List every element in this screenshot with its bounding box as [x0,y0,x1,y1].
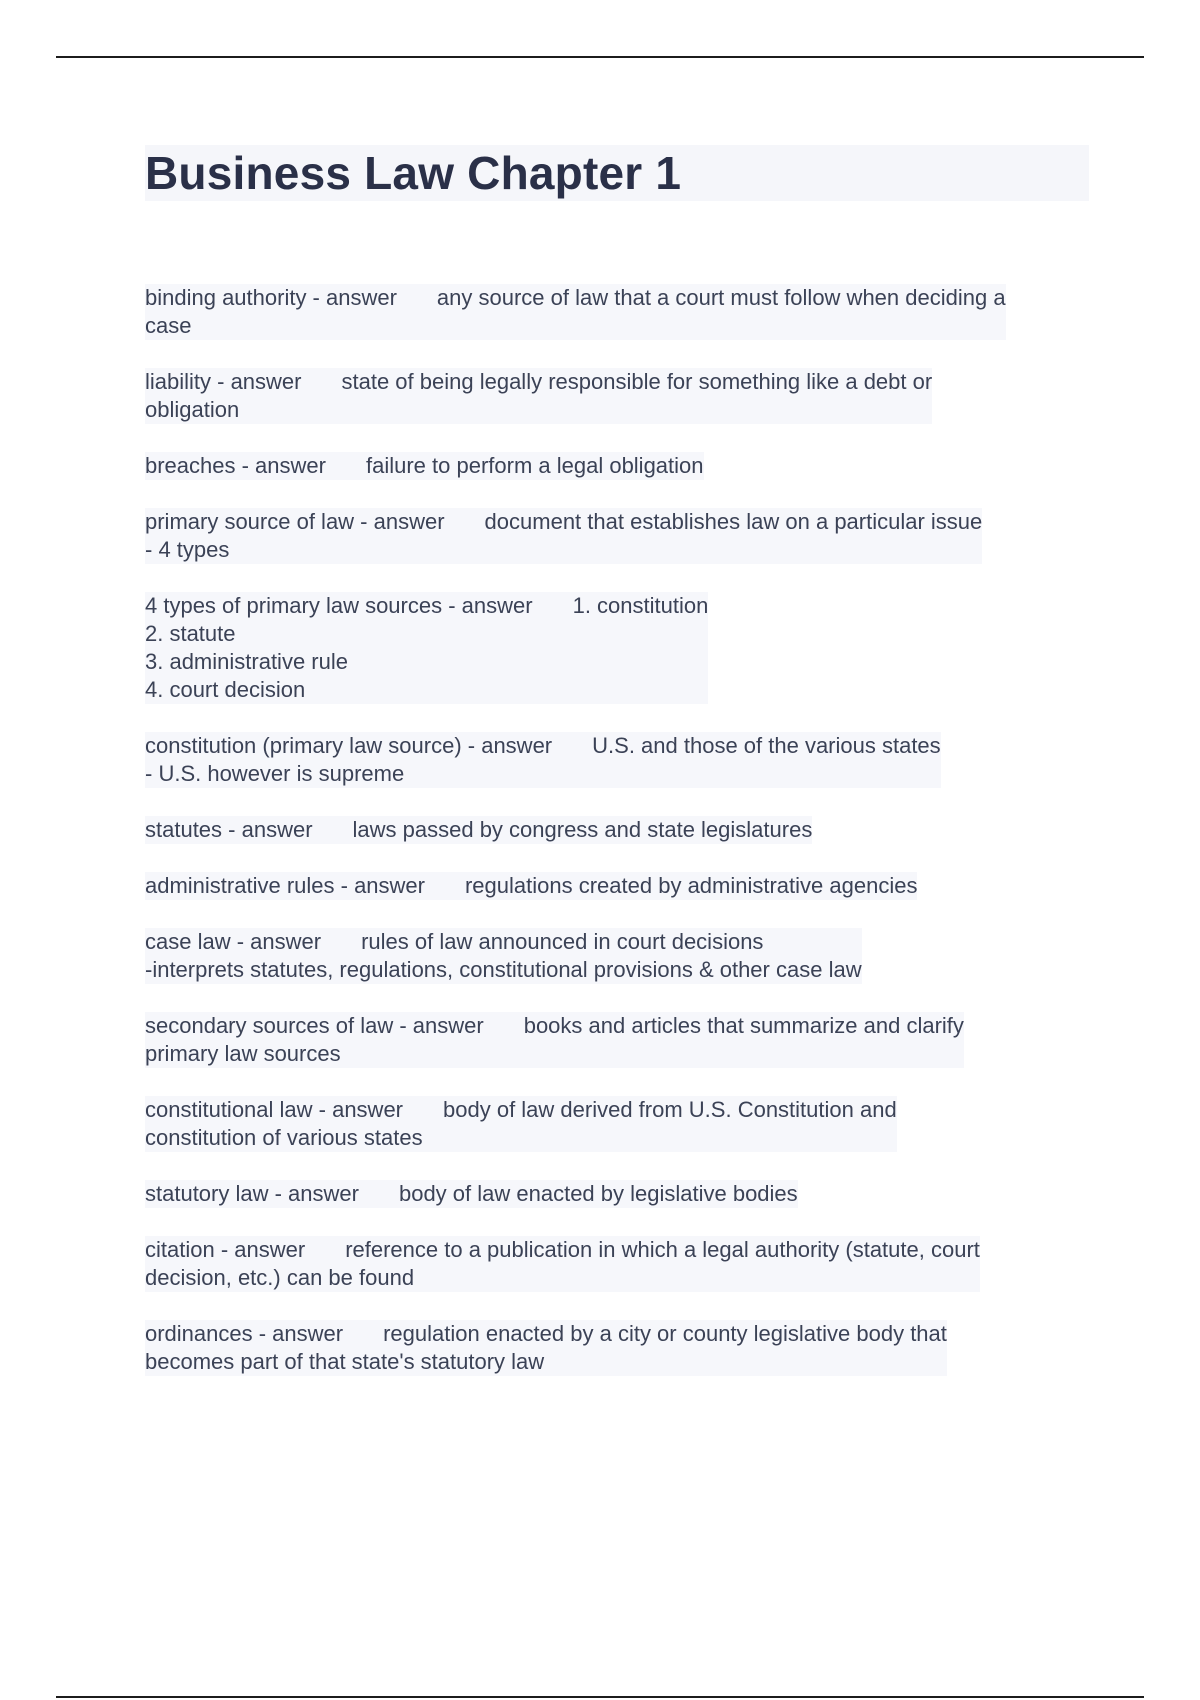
footer-rule [56,1696,1144,1698]
card-term: primary source of law - answer [145,509,445,534]
card-definition: state of being legally responsible for something like a debt or obligation [145,369,933,422]
flashcard [145,928,862,984]
card-term: case law - answer [145,929,322,954]
card-term: secondary sources of law - answer [145,1013,484,1038]
flashcard-list [145,284,1095,1404]
card-term: liability - answer [145,369,302,394]
card-definition: laws passed by congress and state legislatures [352,817,813,842]
flashcard [145,592,708,704]
card-definition: document that establishes law on a particular issue - 4 types [145,509,983,562]
card-definition: 1. constitution 2. statute 3. administrative rule 4. court decision [145,593,709,702]
card-term: administrative rules - answer [145,873,425,898]
card-definition: body of law derived from U.S. Constitution and constitution of various states [145,1097,897,1150]
document-title: Business Law Chapter 1 [145,147,682,199]
flashcard [145,284,1006,340]
card-term: statutory law - answer [145,1181,359,1206]
card-term: constitution (primary law source) - answer [145,733,553,758]
card-definition: regulation enacted by a city or county legislative body that becomes part of that state's statutory law [145,1321,947,1374]
card-definition: any source of law that a court must follow when deciding a case [145,285,1006,338]
card-term: breaches - answer [145,453,326,478]
card-term: 4 types of primary law sources - answer [145,593,533,618]
flashcard [145,872,917,900]
flashcard [145,508,982,564]
flashcard [145,732,941,788]
card-definition: failure to perform a legal obligation [365,453,704,478]
card-term: statutes - answer [145,817,313,842]
card-term: binding authority - answer [145,285,397,310]
card-definition: reference to a publication in which a legal authority (statute, court decision, etc.) can be found [145,1237,980,1290]
card-definition: U.S. and those of the various states - U.S. however is supreme [145,733,941,786]
flashcard [145,452,704,480]
card-term: citation - answer [145,1237,306,1262]
card-definition: body of law enacted by legislative bodies [398,1181,798,1206]
card-term: ordinances - answer [145,1321,344,1346]
card-definition: regulations created by administrative agencies [464,873,918,898]
flashcard [145,368,932,424]
flashcard [145,1180,798,1208]
card-term: constitutional law - answer [145,1097,404,1122]
card-definition: rules of law announced in court decisions -interprets statutes, regulations, constitutional provisions & other case law [145,929,862,982]
flashcard [145,1096,897,1152]
flashcard [145,1012,964,1068]
flashcard [145,1236,980,1292]
flashcard [145,816,812,844]
card-definition: books and articles that summarize and clarify primary law sources [145,1013,964,1066]
flashcard [145,1320,947,1376]
header-rule [56,56,1144,58]
